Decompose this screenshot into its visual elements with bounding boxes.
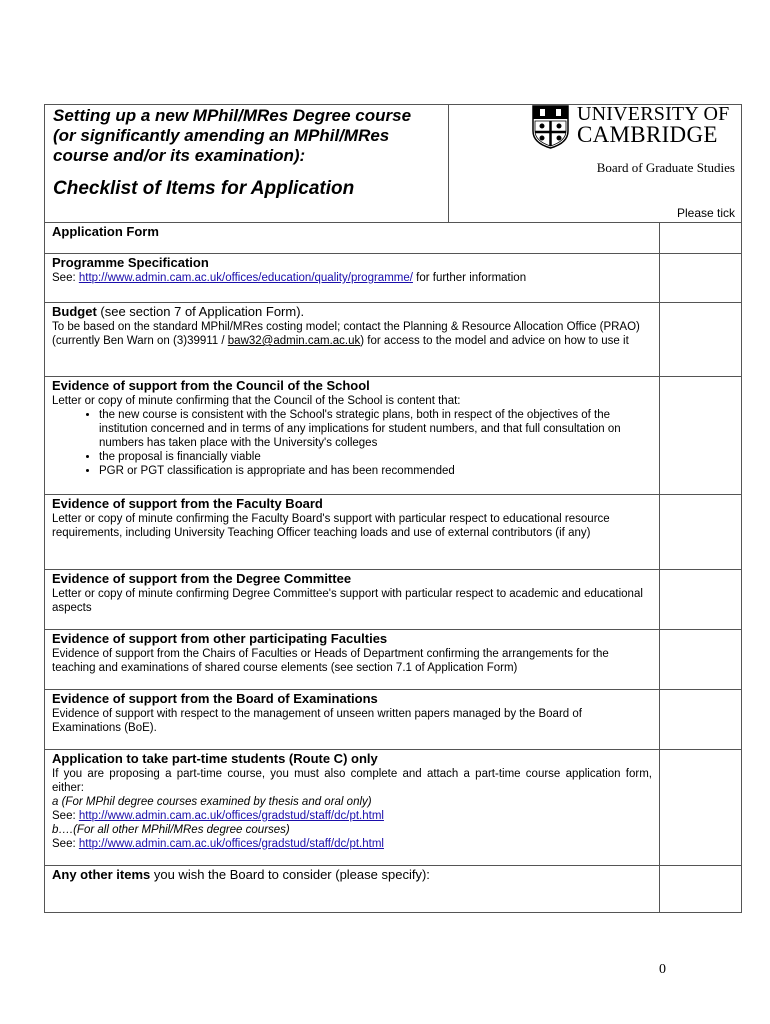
tick-box[interactable] bbox=[660, 690, 741, 749]
title-line: course and/or its examination): bbox=[53, 146, 306, 165]
bullet-list bbox=[52, 408, 652, 478]
row-heading: Evidence of support from other participating Faculties bbox=[52, 631, 388, 646]
row-content bbox=[45, 377, 660, 494]
logo-block bbox=[449, 105, 741, 222]
row-body: If you are proposing a part-time course, you must also complete and attach a part-time course application form, either: bbox=[52, 768, 652, 794]
checklist-row bbox=[45, 866, 741, 912]
row-body: Letter or copy of minute confirming that the Council of the School is content that: bbox=[52, 395, 461, 407]
bullet-item: • the new course is consistent with the School's strategic plans, both in respect of the objectives of the institution concerned and in terms of any implications for student numbers, and that full consultation on numbers has taken place with the University's colleges bbox=[99, 408, 652, 450]
row-heading: Evidence of support from the Degree Committee bbox=[52, 571, 352, 586]
row-heading: Evidence of support from the Council of the School bbox=[52, 378, 370, 393]
row-content bbox=[45, 750, 660, 865]
title-line: (or significantly amending an MPhil/MRes bbox=[53, 126, 390, 145]
row-heading: Programme Specification bbox=[52, 255, 209, 270]
row-body bbox=[52, 320, 652, 348]
tick-box[interactable] bbox=[660, 866, 741, 912]
part-time-link-a[interactable]: http://www.admin.cam.ac.uk/offices/gradstud/staff/dc/pt.html bbox=[78, 810, 384, 822]
please-tick-label: Please tick bbox=[676, 206, 735, 220]
tick-box[interactable] bbox=[660, 495, 741, 569]
row-heading: Any other items bbox=[52, 867, 151, 882]
checklist-row bbox=[45, 750, 741, 866]
bullet-item: • PGR or PGT classification is appropriate and has been recommended bbox=[99, 464, 652, 478]
checklist-row bbox=[45, 377, 741, 495]
row-heading-after: you wish the Board to consider (please specify): bbox=[150, 867, 430, 882]
row-content bbox=[45, 570, 660, 629]
see-label: See: bbox=[52, 838, 79, 850]
tick-box[interactable] bbox=[660, 254, 741, 302]
see-label: See: bbox=[52, 810, 79, 822]
row-heading: Budget bbox=[52, 304, 97, 319]
checklist-row bbox=[45, 303, 741, 377]
checklist-table bbox=[44, 104, 742, 913]
header-row bbox=[45, 105, 741, 223]
see-label: See: bbox=[52, 272, 79, 284]
row-heading: Evidence of support from the Faculty Board bbox=[52, 496, 323, 511]
budget-body: To be based on the standard MPhil/MRes costing model; contact the Planning & Resource Allocation Office (PRAO) (currently Ben Warn on (3)39911 / bbox=[52, 321, 640, 347]
row-body: Letter or copy of minute confirming Degree Committee's support with particular respect to academic and educational aspects bbox=[52, 588, 643, 614]
page-number: 0 bbox=[659, 962, 666, 977]
see-line-a bbox=[52, 809, 652, 823]
option-a: a (For MPhil degree courses examined by thesis and oral only) bbox=[52, 796, 372, 808]
tick-box[interactable] bbox=[660, 750, 741, 865]
board-name: Board of Graduate Studies bbox=[596, 160, 735, 175]
checklist-row bbox=[45, 570, 741, 630]
university-name-line1: UNIVERSITY OF bbox=[577, 103, 730, 125]
title bbox=[53, 106, 440, 166]
row-content bbox=[45, 254, 660, 302]
option-b: b….(For all other MPhil/MRes degree courses) bbox=[52, 824, 290, 836]
budget-body-suffix: ) for access to the model and advice on how to use it bbox=[360, 335, 629, 347]
tick-box[interactable] bbox=[660, 570, 741, 629]
row-content bbox=[45, 690, 660, 749]
tick-box[interactable] bbox=[660, 303, 741, 376]
subtitle: Checklist of Items for Application bbox=[53, 178, 355, 199]
university-crest-icon bbox=[532, 105, 569, 149]
row-content bbox=[45, 495, 660, 569]
tick-box[interactable] bbox=[660, 377, 741, 494]
email-link[interactable]: baw32@admin.cam.ac.uk bbox=[227, 335, 361, 347]
title-block bbox=[45, 105, 449, 222]
tick-box[interactable] bbox=[660, 223, 741, 253]
row-body: Evidence of support with respect to the management of unseen written papers managed by the Board of Examinations (BoE). bbox=[52, 708, 582, 734]
row-heading: Application Form bbox=[52, 224, 159, 239]
see-suffix: for further information bbox=[412, 272, 527, 284]
row-content bbox=[45, 866, 660, 912]
checklist-row bbox=[45, 495, 741, 570]
row-body bbox=[52, 271, 652, 285]
tick-box[interactable] bbox=[660, 630, 741, 689]
row-content bbox=[45, 223, 660, 253]
university-name-line2: CAMBRIDGE bbox=[577, 122, 718, 147]
part-time-link-b[interactable]: http://www.admin.cam.ac.uk/offices/gradstud/staff/dc/pt.html bbox=[78, 838, 384, 850]
row-body: Evidence of support from the Chairs of Faculties or Heads of Department confirming the arrangements for the teaching and examinations of shared course elements (see section 7.1 of Application Form) bbox=[52, 648, 609, 674]
bullet-item: • the proposal is financially viable bbox=[99, 450, 652, 464]
title-line: Setting up a new MPhil/MRes Degree course bbox=[53, 106, 412, 125]
row-content bbox=[45, 303, 660, 376]
row-heading: Evidence of support from the Board of Examinations bbox=[52, 691, 378, 706]
row-body: Letter or copy of minute confirming the Faculty Board's support with particular respect to educational resource requirements, including University Teaching Officer teaching loads and use of external contributors (if any) bbox=[52, 513, 610, 539]
checklist-row bbox=[45, 254, 741, 303]
see-line-b bbox=[52, 837, 652, 851]
row-heading-after: (see section 7 of Application Form). bbox=[96, 304, 305, 319]
checklist-row bbox=[45, 690, 741, 750]
row-content bbox=[45, 630, 660, 689]
row-heading: Application to take part-time students (Route C) only bbox=[52, 751, 378, 766]
checklist-row bbox=[45, 630, 741, 690]
programme-link[interactable]: http://www.admin.cam.ac.uk/offices/education/quality/programme/ bbox=[78, 272, 413, 284]
checklist-row bbox=[45, 223, 741, 254]
